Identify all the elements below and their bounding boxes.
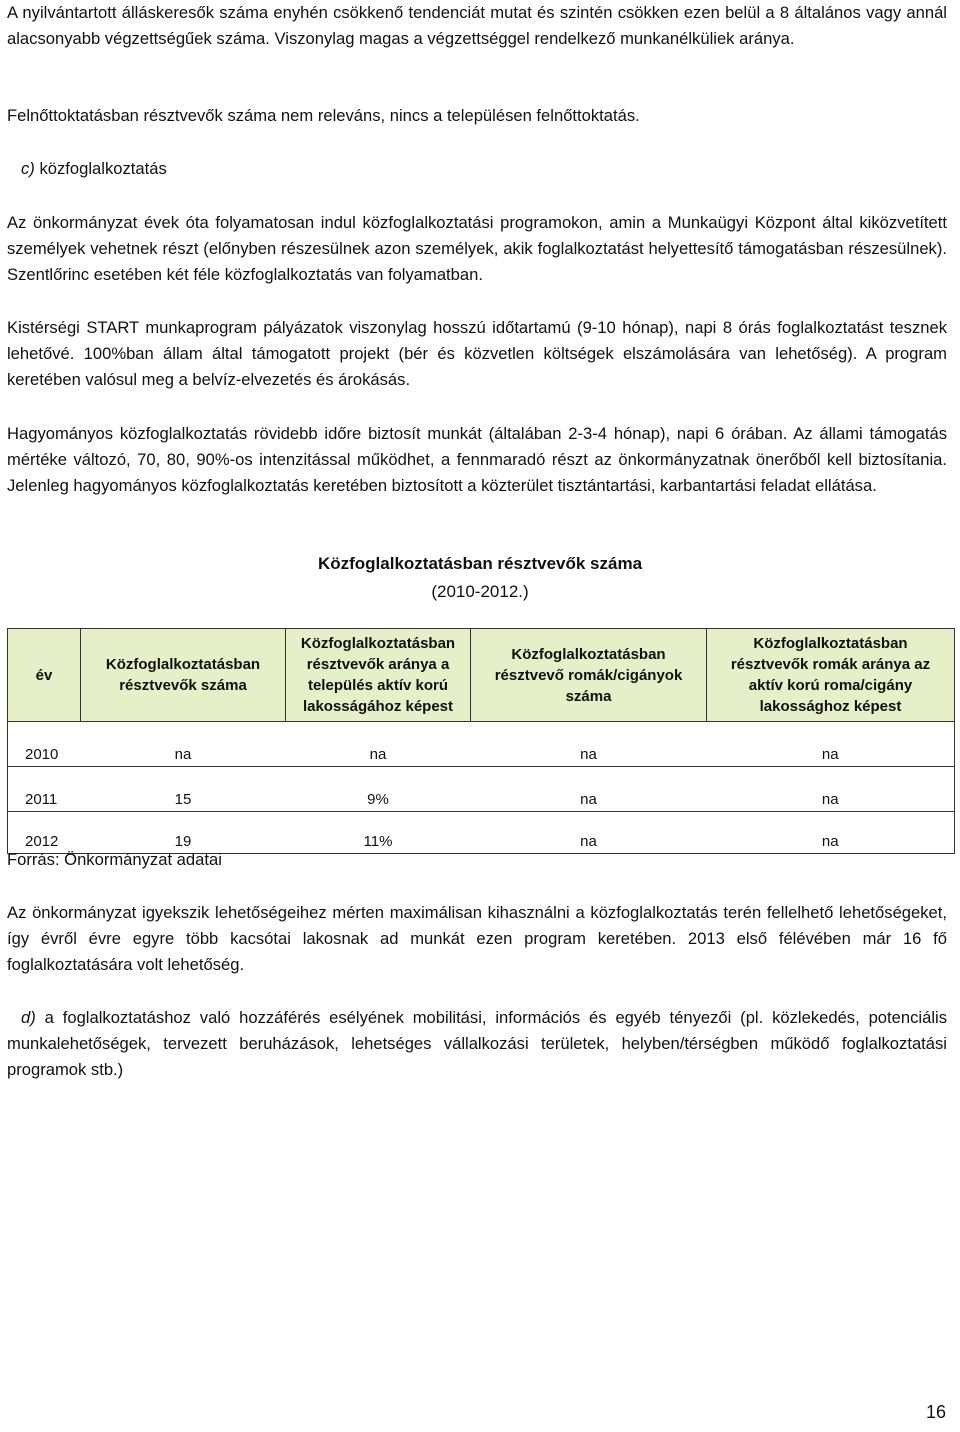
- page-number: 16: [925, 1402, 946, 1422]
- cell-roma-participants: na: [471, 812, 707, 854]
- header-roma-ratio: Közfoglalkoztatásban résztvevők romák aránya az aktív korú roma/cigány lakossághoz képest: [707, 629, 955, 722]
- cell-participants: na: [81, 722, 286, 767]
- cell-participant-ratio: 9%: [286, 767, 471, 812]
- cell-participant-ratio: 11%: [286, 812, 471, 854]
- section-c-title: közfoglalkoztatás: [39, 159, 167, 178]
- table-subtitle: (2010-2012.): [431, 582, 529, 601]
- paragraph-adult-education: Felnőttoktatásban résztvevők száma nem releváns, nincs a településen felnőttoktatás.: [7, 106, 640, 125]
- table-source: Forrás: Önkormányzat adatai: [7, 850, 222, 869]
- header-participant-ratio: Közfoglalkoztatásban résztvevők aránya a település aktív korú lakosságához képest: [286, 629, 471, 722]
- paragraph-start-program: Kistérségi START munkaprogram pályázatok viszonylag hosszú időtartamú (9-10 hónap), napi 8 órás foglalkoztatást tesznek lehetővé. 100%ban állam által támogatott projekt (bér és közvetlen költségek elszámolására van lehetőség). A program keretében valósul meg a belvíz-elvezetés és árokásás.: [7, 318, 947, 389]
- cell-year: 2010: [8, 722, 81, 767]
- table-row: [8, 767, 955, 812]
- paragraph-programs: Az önkormányzat évek óta folyamatosan indul közfoglalkoztatási programokon, amin a Munkaügyi Központ által kiközvetített személyek vehetnek részt (előnyben részesülnek azon személyek, akik foglalkoztatást helyettesítő támogatásban részesülnek). Szentlőrinc esetében két féle közfoglalkoztatás van folyamatban.: [7, 213, 947, 284]
- cell-year: 2012: [8, 812, 81, 854]
- cell-participants: 19: [81, 812, 286, 854]
- table-title: Közfoglalkoztatásban résztvevők száma: [317, 554, 643, 573]
- section-d-text: a foglalkoztatáshoz való hozzáférés esélyének mobilitási, információs és egyéb tényezői (pl. közlekedés, potenciális munkalehetőségek, tervezett beruházások, lehetséges vállalkozási területek, helyben/térségben működő foglalkoztatási programok stb.): [7, 1008, 947, 1079]
- table-header-row: [8, 629, 955, 722]
- cell-participant-ratio: na: [286, 722, 471, 767]
- cell-year: 2011: [8, 767, 81, 812]
- section-c-heading: [21, 156, 960, 182]
- paragraph-opportunities: Az önkormányzat igyekszik lehetőségeihez mérten maximálisan kihasználni a közfoglalkoztatás terén fellelhető lehetőségeket, így évről évre egyre több kacsótai lakosnak ad munkát ezen program keretében. 2013 első félévében már 16 fő foglalkoztatására volt lehetőség.: [7, 903, 947, 974]
- cell-roma-ratio: na: [707, 812, 955, 854]
- header-roma-participants: Közfoglalkoztatásban résztvevő romák/cigányok száma: [471, 629, 707, 722]
- public-employment-table: [7, 628, 955, 854]
- cell-roma-participants: na: [471, 767, 707, 812]
- header-year: év: [8, 629, 81, 722]
- section-c-label: c): [21, 159, 35, 178]
- cell-roma-ratio: na: [707, 767, 955, 812]
- paragraph-intro: A nyilvántartott álláskeresők száma enyhén csökkenő tendenciát mutat és szintén csökken ezen belül a 8 általános vagy annál alacsonyabb végzettségűek száma. Viszonylag magas a végzettséggel rendelkező munkanélküliek aránya.: [7, 3, 947, 48]
- cell-roma-ratio: na: [707, 722, 955, 767]
- table-row: [8, 722, 955, 767]
- section-d-paragraph: [7, 1005, 947, 1083]
- paragraph-traditional: Hagyományos közfoglalkoztatás rövidebb időre biztosít munkát (általában 2-3-4 hónap), napi 6 órában. Az állami támogatás mértéke változó, 70, 80, 90%-os intenzitással működhet, a fennmaradó részt az önkormányzatnak önerőből kell biztosítania. Jelenleg hagyományos közfoglalkoztatás keretében biztosított a közterület tisztántartási, karbantartási feladat ellátása.: [7, 424, 947, 495]
- header-participants: Közfoglalkoztatásban résztvevők száma: [81, 629, 286, 722]
- cell-participants: 15: [81, 767, 286, 812]
- section-d-label: d): [21, 1008, 36, 1027]
- cell-roma-participants: na: [471, 722, 707, 767]
